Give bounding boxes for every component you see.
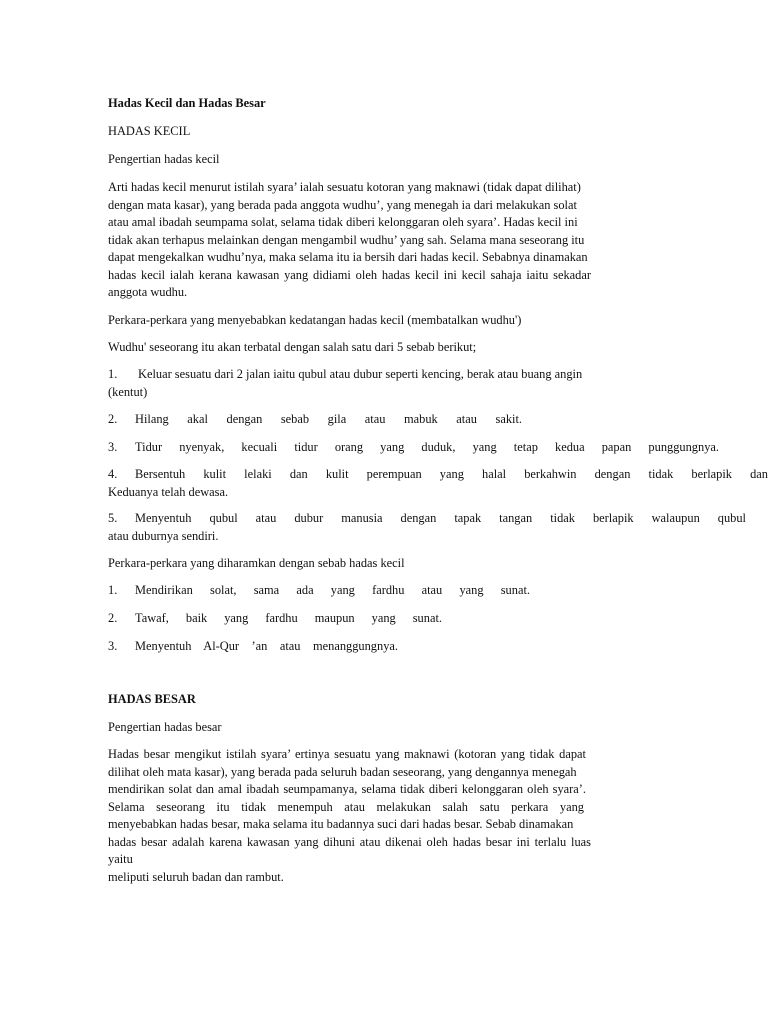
- list-number: 2.: [108, 412, 118, 426]
- subheading-pengertian-hadas-kecil: Pengertian hadas kecil: [108, 152, 220, 166]
- text-line: dapat mengekalkan wudhu’nya, maka selama itu ia bersih dari hadas kecil. Sebabnya dinamakan: [108, 250, 588, 264]
- list-text-continued: Keduanya telah dewasa.: [108, 484, 229, 499]
- list-number: 5.: [108, 511, 118, 525]
- subheading-perkara-membatalkan-wudhu: Perkara-perkara yang menyebabkan kedatangan hadas kecil (membatalkan wudhu'): [108, 313, 522, 327]
- text-line: hadas kecil ialah kerana kawasan yang didiami oleh hadas kecil ini kecil sahaja iaitu sekadar: [108, 267, 591, 282]
- text-line: dengan mata kasar), yang berada pada anggota wudhu’, yang menegah ia dari melakukan solat: [108, 197, 577, 212]
- list-item: [108, 610, 442, 628]
- text-line: atau amal ibadah seumpama solat, selama tidak diberi kelonggaran oleh syara’. Hadas kecil ini: [108, 215, 578, 229]
- list-text: Keluar sesuatu dari 2 jalan iaitu qubul atau dubur seperti kencing, berak atau buang angin: [138, 367, 583, 381]
- list-number: 3.: [108, 639, 118, 653]
- list-number: 1.: [108, 367, 118, 381]
- subheading-perkara-diharamkan: Perkara-perkara yang diharamkan dengan sebab hadas kecil: [108, 556, 405, 570]
- list-text: Menyentuh Al-Qur ’an atau menanggungnya.: [135, 639, 398, 653]
- list-text: Tawaf, baik yang fardhu maupun yang sunat.: [135, 611, 442, 625]
- text-line: meliputi seluruh badan dan rambut.: [108, 869, 284, 884]
- list-item: [108, 582, 530, 600]
- paragraph-definition-hadas-besar: [108, 746, 591, 886]
- section-heading-hadas-besar: HADAS BESAR: [108, 692, 196, 706]
- intro-sebab-batal: Wudhu' seseorang itu akan terbatal dengan salah satu dari 5 sebab berikut;: [108, 340, 477, 354]
- paragraph-definition-hadas-kecil: [108, 179, 591, 302]
- text-line: Hadas besar mengikut istilah syara’ ertinya sesuatu yang maknawi (kotoran yang tidak dapat: [108, 747, 586, 761]
- text-line: Selama seseorang itu tidak menempuh atau melakukan salah satu perkara yang: [108, 799, 584, 814]
- section-heading-hadas-kecil: HADAS KECIL: [108, 124, 191, 138]
- text-line: dilihat oleh mata kasar), yang berada pada seluruh badan seseorang, yang dengannya menegah: [108, 764, 577, 779]
- text-line: tidak akan terhapus melainkan dengan mengambil wudhu’ yang sah. Selama mana seseorang itu: [108, 232, 585, 247]
- document-title: Hadas Kecil dan Hadas Besar: [108, 96, 266, 110]
- text-line: mendirikan solat dan amal ibadah seumpamanya, selama tidak diberi kelonggaran oleh syara’.: [108, 782, 586, 796]
- subheading-pengertian-hadas-besar: Pengertian hadas besar: [108, 720, 222, 734]
- list-text-continued: atau duburnya sendiri.: [108, 528, 219, 543]
- list-text: Tidur nyenyak, kecuali tidur orang yang duduk, yang tetap kedua papan punggungnya.: [135, 440, 719, 454]
- text-line: hadas besar adalah karena kawasan yang dihuni atau dikenai oleh hadas besar ini terlalu luas yaitu: [108, 834, 591, 866]
- list-number: 4.: [108, 467, 118, 481]
- list-number: 3.: [108, 440, 118, 454]
- list-text: Hilang akal dengan sebab gila atau mabuk atau sakit.: [135, 412, 522, 426]
- list-text-continued: (kentut): [108, 384, 148, 399]
- text-line: menyebabkan hadas besar, maka selama itu badannya suci dari hadas besar. Sebab dinamakan: [108, 817, 574, 831]
- list-number: 1.: [108, 583, 118, 597]
- list-item: [108, 510, 768, 545]
- list-text: Bersentuh kulit lelaki dan kulit perempuan yang halal berkahwin dengan tidak berlapik dan: [135, 467, 768, 481]
- list-number: 2.: [108, 611, 118, 625]
- list-item: [108, 439, 719, 457]
- list-text: Menyentuh qubul atau dubur manusia dengan tapak tangan tidak berlapik walaupun qubul: [135, 511, 746, 525]
- text-line: anggota wudhu.: [108, 285, 188, 299]
- list-item: [108, 466, 768, 501]
- list-item: [108, 638, 398, 656]
- list-item: [108, 366, 582, 401]
- text-line: Arti hadas kecil menurut istilah syara’ ialah sesuatu kotoran yang maknawi (tidak dapat dilihat): [108, 180, 581, 194]
- list-item: [108, 411, 522, 429]
- list-text: Mendirikan solat, sama ada yang fardhu atau yang sunat.: [135, 583, 530, 597]
